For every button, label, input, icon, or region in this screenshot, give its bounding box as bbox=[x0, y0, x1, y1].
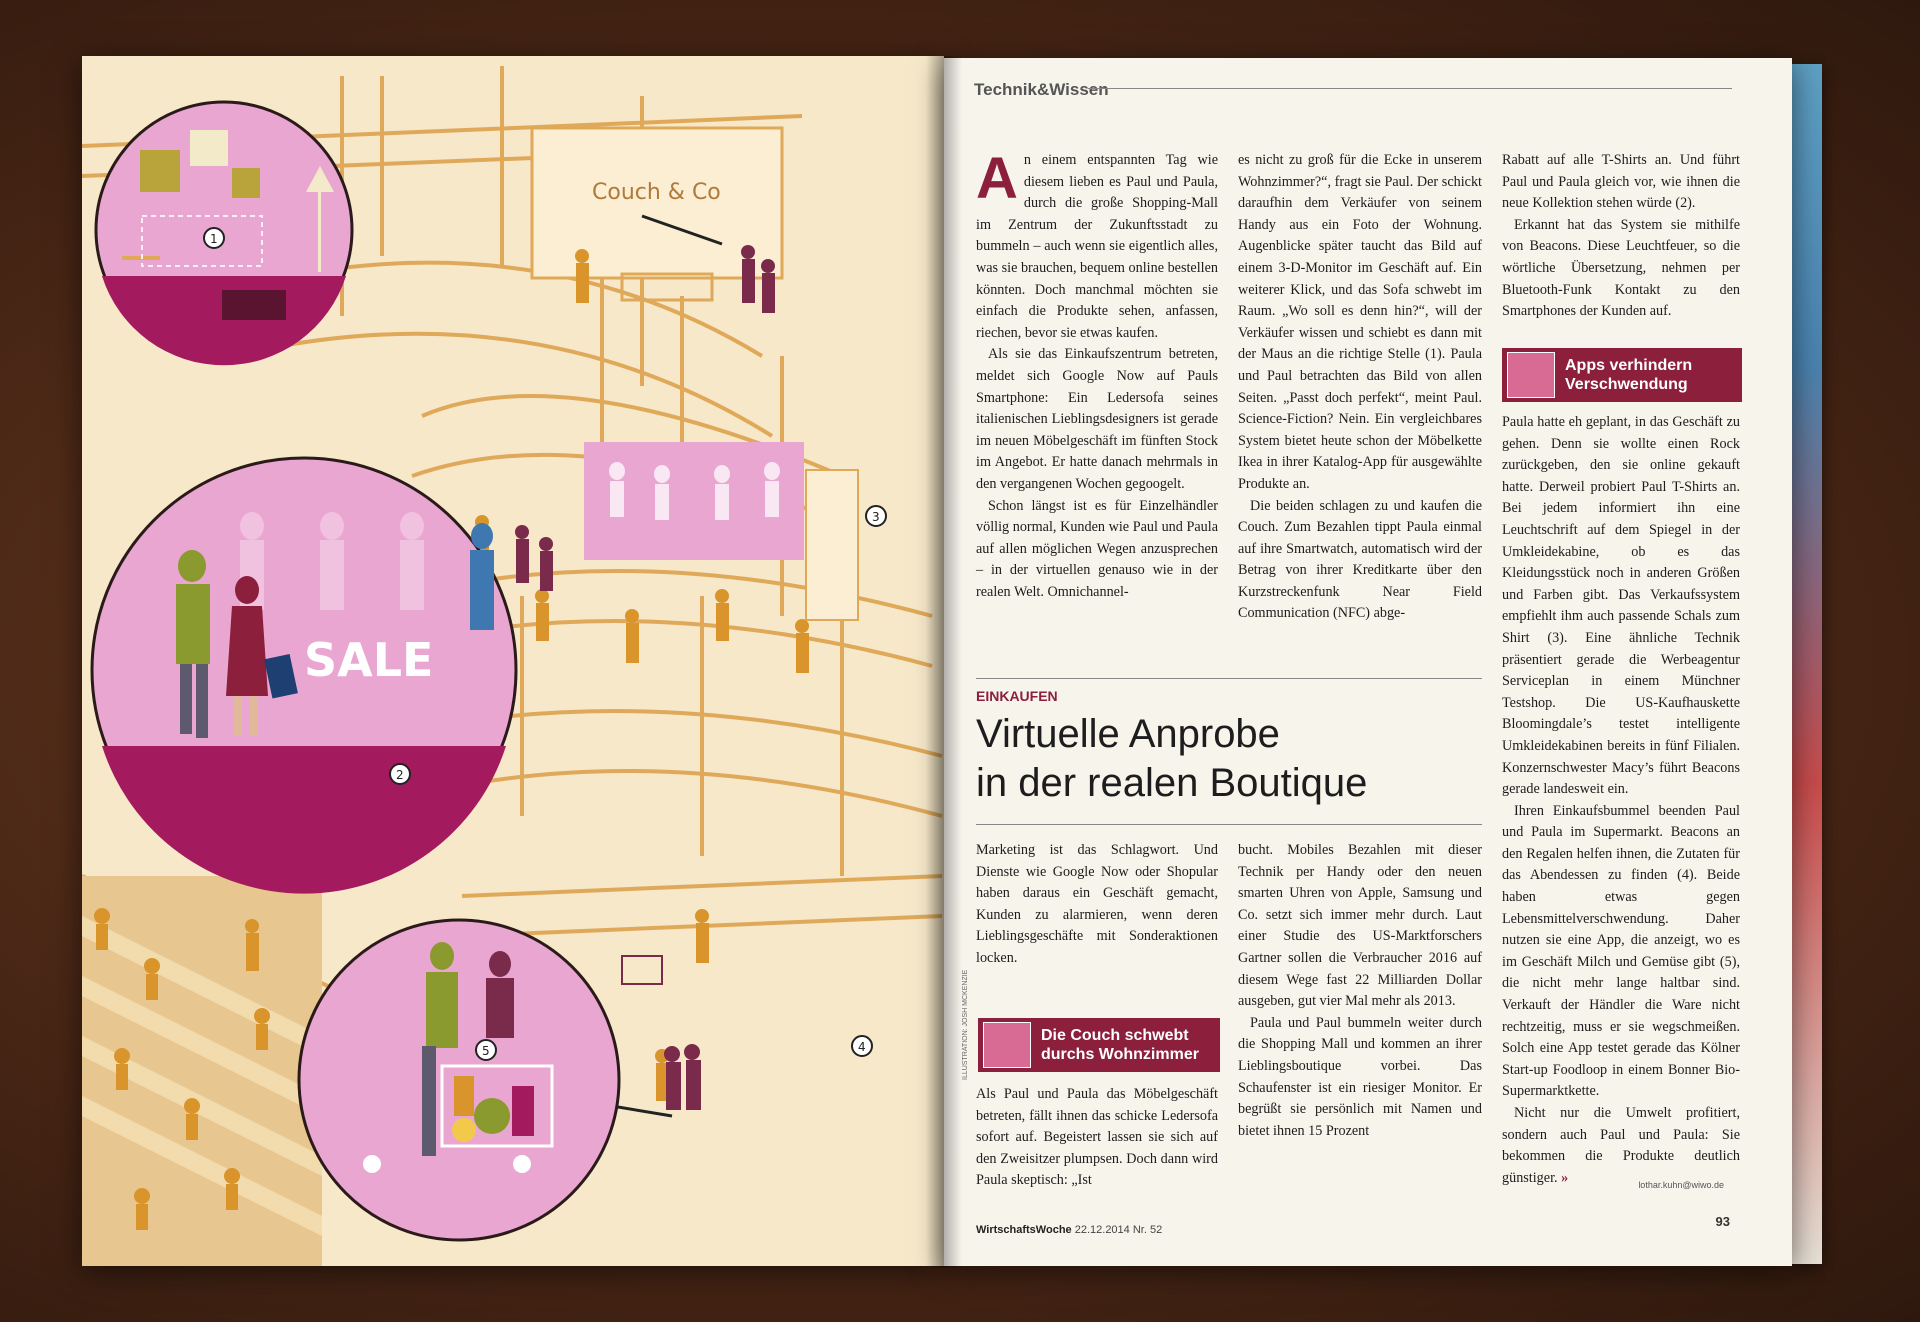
marker-2: 2 bbox=[396, 768, 404, 782]
column-3-bottom bbox=[1502, 412, 1740, 1189]
section-rule bbox=[1088, 88, 1732, 89]
illustration-credit: ILLUSTRATION: JOSH MCKENZIE bbox=[962, 969, 969, 1080]
page-number: 93 bbox=[1715, 1214, 1730, 1229]
couch-thumbnail bbox=[983, 1022, 1031, 1068]
body-paragraph: Ihren Einkaufsbummel beenden Paul und Paula im Supermarkt. Beacons an den Regalen helfen ihnen, die Zutaten für das Abendessen zu finden (4). Beide haben etwas gegen Lebensmittelverschwendung. Daher nutzen sie eine App, die anzeigt, wo es im Geschäft Milch und Gemüse gibt (5), die nicht mehr lange haltbar sind. Verkauft der Händler die Ware nicht rechtzeitig, muss er sie wegschmeißen. Solch eine App testet gerade das Kölner Start-up Foodloop in einem Bonner Bio-Supermarktkette. bbox=[1502, 802, 1740, 1100]
intro-paragraph: Schon längst ist es für Einzelhändler völlig normal, Kunden wie Paul und Paula auf allen möglichen Wegen anzusprechen – in der virtuellen genauso wie in der realen Welt. Omnichannel- bbox=[976, 497, 1218, 600]
intro-paragraph: n einem entspannten Tag wie diesem lieben es Paul und Paula, durch die große Shopping-Mall im Zentrum der Zukunftsstadt zu bummeln – auch wenn sie eigentlich alles, was sie brauchen, bequem online bestellen könnten. Doch manchmal möchten sie einfach die Produkte sehen, anfassen, riechen, bevor sie etwas kaufen. bbox=[976, 152, 1218, 341]
apps-thumbnail bbox=[1507, 352, 1555, 398]
intro-column-1 bbox=[976, 146, 1218, 603]
sale-sign: SALE bbox=[304, 633, 434, 687]
headline bbox=[976, 710, 1367, 808]
box-title: Die Couch schwebt bbox=[1041, 1027, 1189, 1044]
section-tag: Technik&Wissen bbox=[974, 80, 1109, 99]
divider bbox=[976, 824, 1482, 825]
kicker: EINKAUFEN bbox=[976, 688, 1058, 704]
lower-column-1 bbox=[976, 840, 1218, 970]
store-sign: Couch & Co bbox=[592, 180, 721, 205]
marker-5: 5 bbox=[482, 1044, 490, 1058]
headline-line-2: in der realen Boutique bbox=[976, 761, 1368, 805]
box-title: durchs Wohnzimmer bbox=[1041, 1046, 1199, 1063]
marker-3: 3 bbox=[872, 510, 880, 524]
box-title: Verschwendung bbox=[1565, 376, 1688, 393]
lower-column-1b bbox=[976, 1084, 1218, 1192]
continue-arrow: » bbox=[1561, 1169, 1569, 1186]
headline-line-1: Virtuelle Anprobe bbox=[976, 712, 1280, 756]
scene-supermarket-circle bbox=[299, 920, 619, 1240]
intro-paragraph: Als sie das Einkaufszentrum betreten, meldet sich Google Now auf Pauls Smartphone: Ein Ledersofa seines italienischen Lieblingsdesigners ist gerade im neuen Möbelgeschäft im fünften Stock im Angebot. Er hatte danach mehrmals in den vergangenen Wochen gegoogelt. bbox=[976, 346, 1218, 492]
body-paragraph: Rabatt auf alle T-Shirts an. Und führt Paul und Paula gleich vor, wie ihnen die neue Kollektion stehen würde (2). bbox=[1502, 152, 1740, 212]
subhead-box-couch bbox=[978, 1018, 1220, 1072]
issue-number: Nr. 52 bbox=[1132, 1224, 1163, 1236]
body-paragraph: Erkannt hat das System sie mithilfe von Beacons. Diese Leuchtfeuer, so die wörtliche Übersetzung, nehmen per Bluetooth-Funk Kontakt zu den Smartphones der Kunden auf. bbox=[1502, 216, 1740, 320]
scene-sofa-circle bbox=[96, 102, 352, 365]
marker-1: 1 bbox=[210, 232, 218, 246]
author-email: lothar.kuhn@wiwo.de bbox=[1638, 1180, 1724, 1190]
box-title: Apps verhindern bbox=[1565, 357, 1693, 374]
intro-column-2 bbox=[1238, 150, 1482, 625]
body-paragraph: bucht. Mobiles Bezahlen mit dieser Technik per Handy oder den neuen smarten Uhren von Apple, Samsung und Co. setzt sich immer mehr durch. Laut einer Studie des US-Marktforschers Gartner sollen die Verbraucher 2016 auf diesem Wege fast 22 Milliarden Dollar ausgeben, gut vier Mal mehr als 2013. bbox=[1238, 842, 1482, 1010]
footer bbox=[976, 1224, 1162, 1236]
divider bbox=[976, 678, 1482, 679]
body-paragraph: Als Paul und Paula das Möbelgeschäft betreten, fällt ihnen das schicke Ledersofa sofort auf. Begeistert lassen sie sich auf den Zweisitzer plumpsen. Doch dann wird Paula skeptisch: „Ist bbox=[976, 1086, 1218, 1189]
intro-paragraph: Die beiden schlagen zu und kaufen die Couch. Zum Bezahlen tippt Paula einmal auf ihre Smartwatch, automatisch wird der Betrag von ihrer Kreditkarte über den Kurzstreckenfunk Near Field Communication (NFC) abge- bbox=[1238, 497, 1482, 622]
body-paragraph: Paula hatte eh geplant, in das Geschäft zu gehen. Denn sie wollte einen Rock zurückgeben, den sie online gekauft hatte. Derweil probiert Paul T-Shirts an. Bei jedem informiert ihn eine Leuchtschrift auf dem Spiegel in der Umkleidekabine, ob es das Kleidungsstück noch in anderen Größen und Farben gibt. Das Verkaufssystem empfiehlt ihm auch passende Schals zum Shirt (3). Eine ähnliche Technik präsentiert gerade die Werbeagentur Serviceplan in einem Münchner Testshop. Die US-Kaufhauskette Bloomingdale’s testet intelligente Umkleidekabinen bereits in fünf Filialen. Konzernschwester Macy’s führt Beacons gerade landesweit ein. bbox=[1502, 414, 1740, 798]
magazine-name: WirtschaftsWoche bbox=[976, 1224, 1072, 1236]
column-3-top bbox=[1502, 150, 1740, 323]
next-page-edge bbox=[1792, 64, 1822, 1264]
body-paragraph: Paula und Paul bummeln weiter durch die Shopping Mall und kommen an ihrer Lieblingsboutique vorbei. Das Schaufenster ist ein riesiger Monitor. Er begrüßt sie persönlich mit Namen und bietet ihnen 15 Prozent bbox=[1238, 1014, 1482, 1139]
mall-illustration bbox=[82, 56, 944, 1266]
lead-paragraph: Marketing ist das Schlagwort. Und Dienste wie Google Now oder Shopular haben daraus ein Geschäft gemacht, Kunden zu alarmieren, wenn deren Lieblingsgeschäfte mit Sonderaktionen locken. bbox=[976, 842, 1218, 966]
issue-date: 22.12.2014 bbox=[1074, 1224, 1130, 1236]
lower-column-2 bbox=[1238, 840, 1482, 1142]
subhead-box-apps bbox=[1502, 348, 1742, 402]
dropcap: A bbox=[976, 146, 1018, 211]
body-paragraph: Nicht nur die Umwelt profitiert, sondern auch Paul und Paula: Sie bekommen die Produkte deutlich günstiger. bbox=[1502, 1105, 1740, 1186]
intro-paragraph: es nicht zu groß für die Ecke in unserem Wohnzimmer?“, fragt sie Paul. Der schickt daraufhin dem Verkäufer von seinem Handy aus ein Foto der Wohnung. Augenblicke später taucht das Bild auf einem 3-D-Monitor im Geschäft auf. Ein weiterer Klick, und das Sofa schwebt im Raum. „Wo soll es denn hin?“, will der Verkäufer wissen und schiebt es dann mit der Maus an die richtige Stelle (1). Paula und Paul betrachten das Bild von allen Seiten. „Passt doch perfekt“, meint Paul. Science-Fiction? Nein. Ein vergleichbares System bietet heute schon der Möbelkette Ikea in ihrer Katalog-App für ausgewählte Produkte an. bbox=[1238, 152, 1482, 492]
marker-4: 4 bbox=[858, 1040, 866, 1054]
article-page bbox=[944, 58, 1792, 1266]
scene-sale-circle bbox=[92, 458, 516, 894]
illustration-page bbox=[82, 56, 944, 1266]
